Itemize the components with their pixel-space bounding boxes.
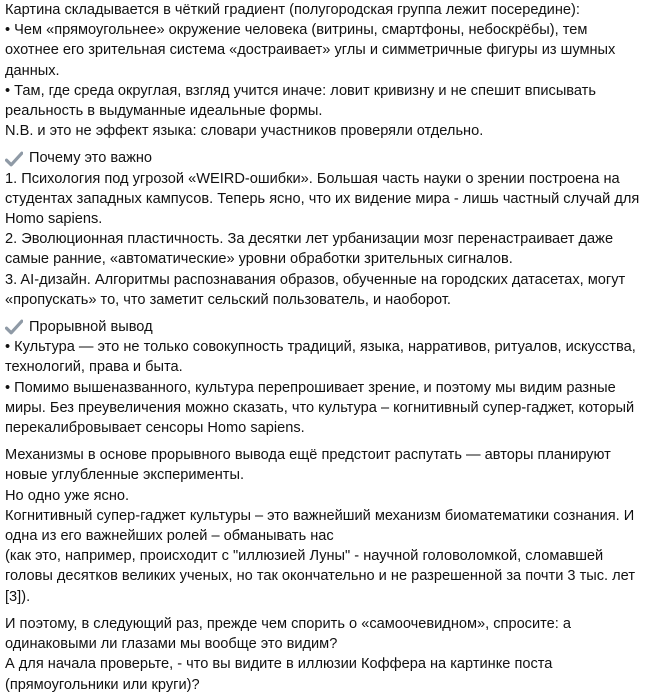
check-mark-icon xyxy=(5,319,23,335)
intro-section xyxy=(5,0,662,141)
breakthrough-section xyxy=(5,317,662,438)
intro-line: • Там, где среда округлая, взгляд учится иначе: ловит кривизну и не спешит вписывать xyxy=(5,82,596,99)
breakthrough-title: Прорывной вывод xyxy=(29,319,153,336)
intro-line: • Чем «прямоугольнее» окружение человека (витрины, смартфоны, небоскрёбы), тем xyxy=(5,22,588,39)
closing-line: А для начала проверьте, - что вы видите в иллюзии Коффера на картинке поста xyxy=(5,656,553,673)
why-line: 2. Эволюционная пластичность. За десятки лет урбанизации мозг перенастраивает даже xyxy=(5,231,614,248)
intro-line: охотнее его зрительная система «достраивает» углы и симметричные фигуры из шумных xyxy=(5,42,616,59)
closing-section xyxy=(5,614,662,695)
why-line: Homo sapiens. xyxy=(5,211,103,228)
why-important-title: Почему это важно xyxy=(29,150,153,167)
why-important-section xyxy=(5,148,662,310)
breakthrough-line: перекалибровывает сенсоры Homo sapiens. xyxy=(5,420,305,437)
why-line: 1. Психология под угрозой «WEIRD-ошибки». Большая часть науки о зрении построена на xyxy=(5,170,620,187)
mechanisms-line: [3]). xyxy=(5,588,31,605)
breakthrough-line: • Помимо вышеназванного, культура перепрошивает зрение, и поэтому мы видим разные xyxy=(5,379,616,396)
why-line: самые ранние, «автоматические» уровни обработки зрительных сигналов. xyxy=(5,251,513,268)
mechanisms-line: Но одно уже ясно. xyxy=(5,487,130,504)
why-important-heading xyxy=(5,148,662,168)
breakthrough-line: технологий, права и быта. xyxy=(5,359,183,376)
closing-line: одинаковыми ли глазами мы вообще это видим? xyxy=(5,636,338,653)
breakthrough-heading xyxy=(5,317,662,337)
mechanisms-section xyxy=(5,445,662,607)
mechanisms-line: одна из его важнейших ролей – обманывать нас xyxy=(5,528,334,545)
check-mark-icon xyxy=(5,151,23,167)
intro-line: Картина складывается в чёткий градиент (полугородская группа лежит посередине): xyxy=(5,2,580,18)
closing-line: И поэтому, в следующий раз, прежде чем спорить о «самоочевидном», спросите: а xyxy=(5,615,571,632)
mechanisms-line: (как это, например, происходит с "иллюзией Луны" - научной головоломкой, сломавшей xyxy=(5,548,604,565)
why-line: студентах западных кампусов. Теперь ясно, что их видение мира - лишь частный случай для xyxy=(5,190,640,207)
mechanisms-line: новые углубленные эксперименты. xyxy=(5,467,244,484)
mechanisms-line: Когнитивный супер-гаджет культуры – это важнейший механизм биоматематики сознания. И xyxy=(5,507,635,524)
intro-line: данных. xyxy=(5,62,60,79)
mechanisms-line: головы десятков великих ученых, но так окончательно и не разрешенной за почти 3 тыс. лет xyxy=(5,568,636,585)
why-line: 3. AI-дизайн. Алгоритмы распознавания образов, обученные на городских датасетах, могут xyxy=(5,271,626,288)
breakthrough-line: миры. Без преувеличения можно сказать, что культура – когнитивный супер-гаджет, который xyxy=(5,399,635,416)
breakthrough-line: • Культура — это не только совокупность традиций, языка, нарративов, ритуалов, искусства, xyxy=(5,339,636,356)
intro-line: N.B. и это не эффект языка: словари участников проверяли отдельно. xyxy=(5,123,484,140)
closing-line: (прямоугольники или круги)? xyxy=(5,676,200,693)
intro-line: реальность в выдуманные идеальные формы. xyxy=(5,103,323,120)
why-line: «пропускать» то, что заметит сельский пользователь, и наоборот. xyxy=(5,291,451,308)
mechanisms-line: Механизмы в основе прорывного вывода ещё предстоит распутать — авторы планируют xyxy=(5,447,611,464)
